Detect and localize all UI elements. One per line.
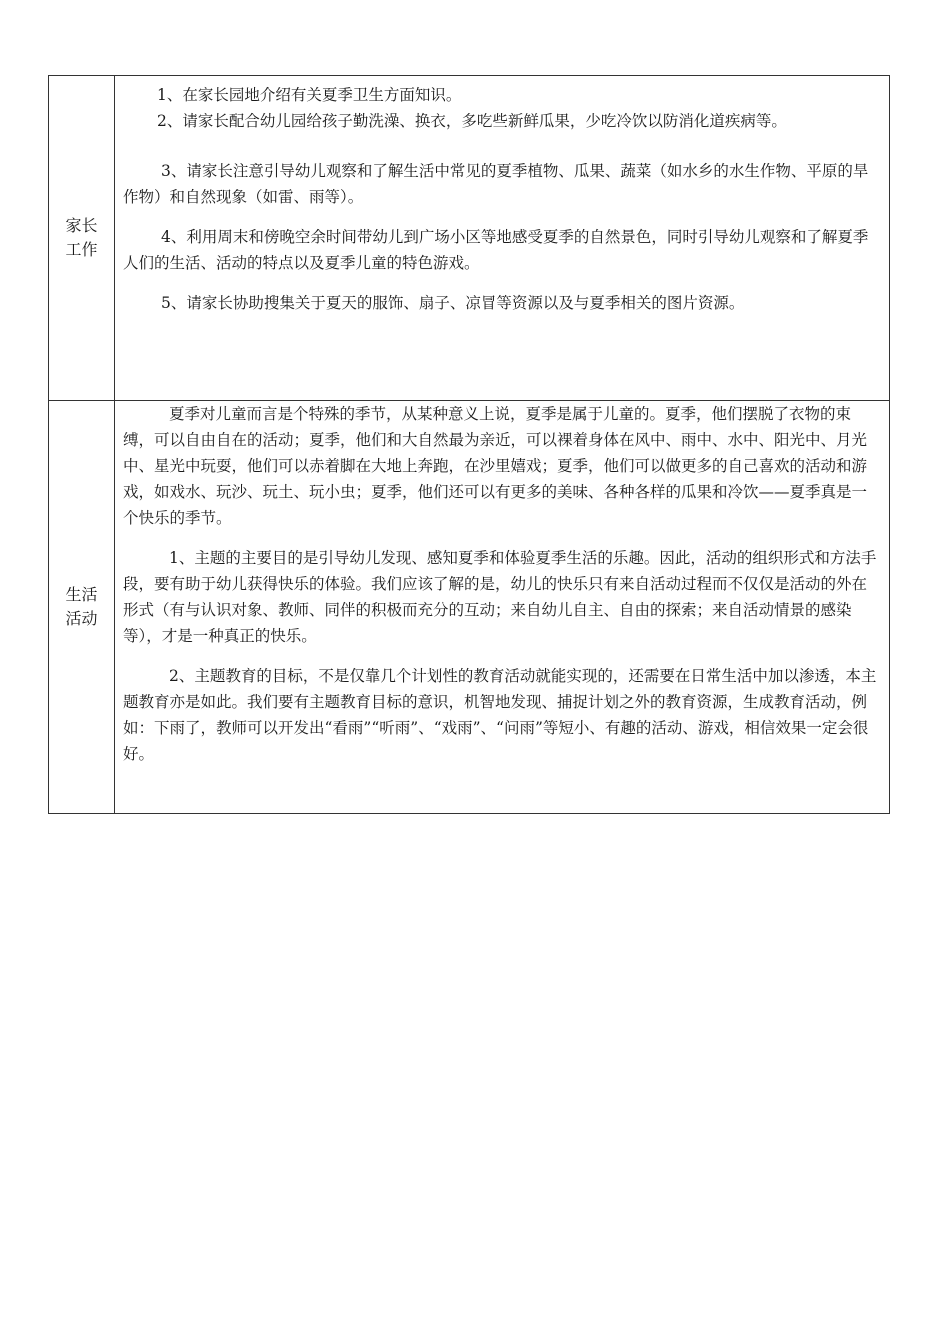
parent-item-2: 2、请家长配合幼儿园给孩子勤洗澡、换衣，多吃些新鲜瓜果，少吃冷饮以防消化道疾病等。: [157, 112, 787, 130]
parent-item-5: 5、请家长协助搜集关于夏天的服饰、扇子、凉冒等资源以及与夏季相关的图片资源。: [161, 294, 745, 312]
life-activities-content: [115, 401, 890, 814]
plan-table: [48, 75, 890, 814]
parent-item-3: 3、请家长注意引导幼儿观察和了解生活中常见的夏季植物、瓜果、蔬菜（如水乡的水生作物、平原的旱作物）和自然现象（如雷、雨等）。: [123, 162, 869, 206]
life-paragraph-intro: 夏季对儿童而言是个特殊的季节，从某种意义上说，夏季是属于儿童的。夏季，他们摆脱了衣物的束缚，可以自由自在的活动；夏季，他们和大自然最为亲近，可以裸着身体在风中、雨中、水中、阳光中、月光中、星光中玩耍，他们可以赤着脚在大地上奔跑，在沙里嬉戏；夏季，他们可以做更多的自己喜欢的活动和游戏，如戏水、玩沙、玩土、玩小虫；夏季，他们还可以有更多的美味、各种各样的瓜果和冷饮——夏季真是一个快乐的季节。: [123, 405, 868, 527]
parent-item-1: 1、在家长园地介绍有关夏季卫生方面知识。: [157, 86, 462, 104]
table-row-parent-work: [49, 76, 890, 401]
parent-item-4: 4、利用周末和傍晚空余时间带幼儿到广场小区等地感受夏季的自然景色，同时引导幼儿观察和了解夏季人们的生活、活动的特点以及夏季儿童的特色游戏。: [123, 228, 869, 272]
life-paragraph-1: 1、主题的主要目的是引导幼儿发现、感知夏季和体验夏季生活的乐趣。因此，活动的组织形式和方法手段，要有助于幼儿获得快乐的体验。我们应该了解的是，幼儿的快乐只有来自活动过程而不仅仅是活动的外在形式（有与认识对象、教师、同伴的积极而充分的互动；来自幼儿自主、自由的探索；来自活动情景的感染等），才是一种真正的快乐。: [123, 549, 877, 645]
row-label-line: 工作: [65, 240, 98, 259]
parent-work-content: [115, 76, 890, 401]
table-row-life-activities: [49, 401, 890, 814]
row-label-line: 家长: [65, 216, 98, 235]
row-label-life-activities: [49, 401, 115, 814]
row-label-line: 活动: [65, 609, 98, 628]
row-label-line: 生活: [65, 585, 98, 604]
life-paragraph-2: 2、主题教育的目标，不是仅靠几个计划性的教育活动就能实现的，还需要在日常生活中加以渗透，本主题教育亦是如此。我们要有主题教育目标的意识，机智地发现、捕捉计划之外的教育资源，生成教育活动，例如：下雨了，教师可以开发出“看雨”“听雨”、“戏雨”、“问雨”等短小、有趣的活动、游戏，相信效果一定会很好。: [123, 667, 877, 763]
row-label-parent-work: [49, 76, 115, 401]
